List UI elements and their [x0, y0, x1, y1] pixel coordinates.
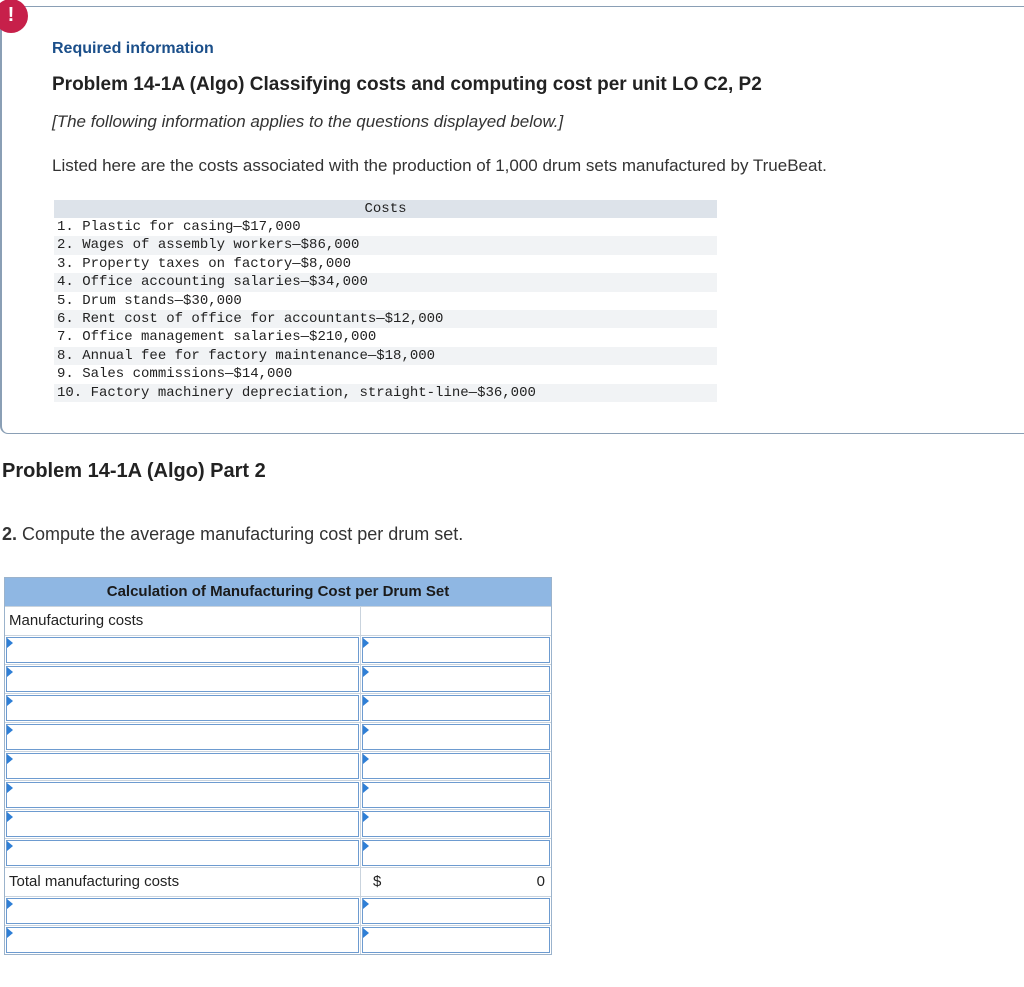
cost-item: 7. Office management salaries—$210,000 — [57, 329, 377, 346]
cost-item: 10. Factory machinery depreciation, straight-line—$36,000 — [54, 384, 717, 402]
dropdown-arrow-icon — [7, 841, 13, 851]
input-marker-icon — [363, 667, 369, 677]
question — [2, 524, 463, 545]
cost-item: 5. Drum stands—$30,000 — [57, 292, 242, 309]
dropdown-arrow-icon — [7, 754, 13, 764]
total-manufacturing-costs-value: 0 — [536, 873, 545, 890]
input-marker-icon — [363, 841, 369, 851]
table-row — [5, 606, 551, 635]
alert-icon: ! — [0, 0, 28, 33]
costs-list — [54, 200, 717, 402]
cost-item-dropdown[interactable] — [6, 811, 359, 837]
table-row — [5, 809, 551, 838]
unit-label-dropdown[interactable] — [6, 898, 359, 924]
cost-amount-input[interactable] — [362, 753, 550, 779]
costs-header: Costs — [54, 200, 717, 218]
cost-amount-input[interactable] — [362, 637, 550, 663]
cost-item-dropdown[interactable] — [6, 782, 359, 808]
cost-item-dropdown[interactable] — [6, 724, 359, 750]
input-marker-icon — [363, 725, 369, 735]
cost-amount-input[interactable] — [362, 782, 550, 808]
unit-value-input[interactable] — [362, 898, 550, 924]
table-row — [5, 751, 551, 780]
manufacturing-costs-label: Manufacturing costs — [5, 607, 361, 635]
table-row — [5, 722, 551, 751]
required-information-heading: Required information — [52, 40, 214, 57]
calculation-table — [4, 577, 552, 955]
input-marker-icon — [363, 812, 369, 822]
cost-item-dropdown[interactable] — [6, 753, 359, 779]
dropdown-arrow-icon — [7, 725, 13, 735]
total-manufacturing-costs-label: Total manufacturing costs — [5, 868, 361, 896]
dropdown-arrow-icon — [7, 667, 13, 677]
dropdown-arrow-icon — [7, 783, 13, 793]
table-row — [5, 693, 551, 722]
part-title: Problem 14-1A (Algo) Part 2 — [2, 460, 266, 482]
cost-per-unit-input[interactable] — [362, 927, 550, 953]
input-marker-icon — [363, 928, 369, 938]
calc-table-title: Calculation of Manufacturing Cost per Drum Set — [5, 578, 551, 606]
cost-amount-input[interactable] — [362, 724, 550, 750]
input-marker-icon — [363, 696, 369, 706]
question-number: 2. — [2, 524, 18, 544]
cost-item-dropdown[interactable] — [6, 840, 359, 866]
cost-item-dropdown[interactable] — [6, 666, 359, 692]
cost-amount-input[interactable] — [362, 666, 550, 692]
input-marker-icon — [363, 783, 369, 793]
dropdown-arrow-icon — [7, 696, 13, 706]
info-note: [The following information applies to the questions displayed below.] — [52, 112, 564, 131]
dropdown-arrow-icon — [7, 899, 13, 909]
intro-text: Listed here are the costs associated with the production of 1,000 drum sets manufactured by TrueBeat. — [52, 156, 827, 175]
cost-per-unit-dropdown[interactable] — [6, 927, 359, 953]
cost-item-dropdown[interactable] — [6, 637, 359, 663]
cost-item: 6. Rent cost of office for accountants—$12,000 — [54, 310, 717, 328]
table-row — [5, 838, 551, 867]
cost-item: 4. Office accounting salaries—$34,000 — [54, 273, 717, 291]
cost-item: 9. Sales commissions—$14,000 — [57, 366, 293, 383]
cost-amount-input[interactable] — [362, 840, 550, 866]
input-marker-icon — [363, 899, 369, 909]
cost-item: 1. Plastic for casing—$17,000 — [57, 219, 301, 235]
dropdown-arrow-icon — [7, 638, 13, 648]
table-row — [5, 780, 551, 809]
input-marker-icon — [363, 638, 369, 648]
table-row — [5, 635, 551, 664]
cost-amount-input[interactable] — [362, 695, 550, 721]
total-row — [5, 867, 551, 896]
table-row — [5, 925, 551, 954]
cost-item: 8. Annual fee for factory maintenance—$18,000 — [54, 347, 717, 365]
table-row — [5, 664, 551, 693]
table-row — [5, 896, 551, 925]
dropdown-arrow-icon — [7, 812, 13, 822]
cost-item-dropdown[interactable] — [6, 695, 359, 721]
input-marker-icon — [363, 754, 369, 764]
cost-item: 3. Property taxes on factory—$8,000 — [57, 255, 352, 272]
question-text: Compute the average manufacturing cost per drum set. — [17, 524, 464, 544]
currency-symbol: $ — [373, 873, 382, 890]
cost-item: 2. Wages of assembly workers—$86,000 — [54, 236, 717, 254]
dropdown-arrow-icon — [7, 928, 13, 938]
problem-title: Problem 14-1A (Algo) Classifying costs and computing cost per unit LO C2, P2 — [52, 74, 762, 95]
cost-amount-input[interactable] — [362, 811, 550, 837]
